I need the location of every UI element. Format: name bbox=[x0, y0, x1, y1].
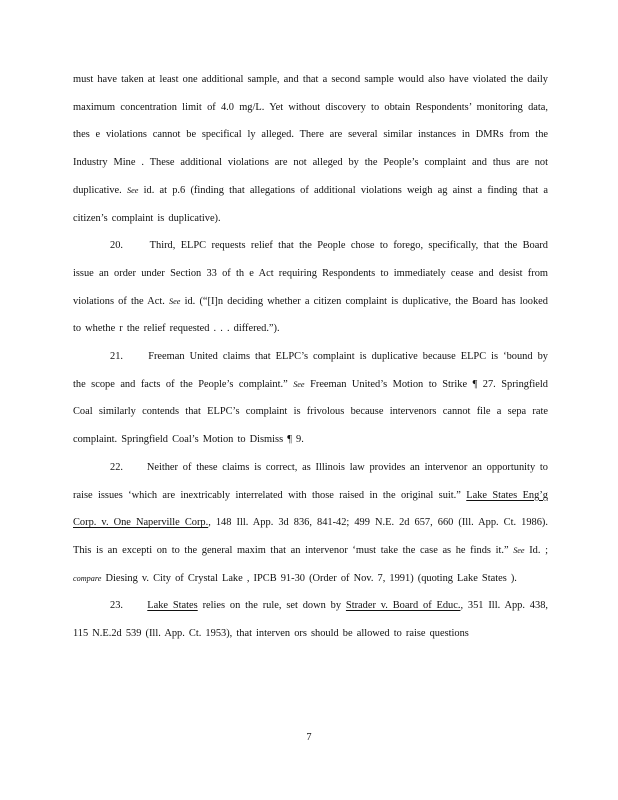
paragraph-continued bbox=[73, 66, 548, 232]
case-citation: Strader v. Board of Educ. bbox=[345, 600, 461, 612]
compare-signal: compare bbox=[73, 573, 102, 583]
paragraph-text: id. at p.6 (finding that allegations of additional violations weigh ag ainst a finding that a citizen’s complaint is duplicative). bbox=[73, 184, 548, 224]
paragraph-text: Diesing v. City of Crystal Lake , IPCB 91-30 (Order of Nov. 7, 1991) (quoting Lake States ). bbox=[105, 572, 517, 584]
paragraph-text: must have taken at least one additional sample, and that a second sample would also have violated the daily maximum concentration limit of 4.0 mg/L. Yet without discovery to obtain Respondents’ monitoring data, thes e violations cannot be specifical ly alleged. There are several similar instances in DMRs from the Industry Mine . These additional violations are not alleged by the People’s complaint and thus are not duplicative. bbox=[73, 74, 548, 196]
paragraph-text: , 148 Ill. App. 3d 836, 841-42; 499 N.E. 2d 657, 660 (Ill. App. Ct. 1986). This is an excepti on to the general maxim that an intervenor ‘must take the case as he finds it.” bbox=[73, 517, 548, 556]
paragraph-text: Freeman United’s Motion to Strike ¶ 27. Springfield Coal similarly contends that ELPC’s complaint is frivolous because intervenors cannot file a sepa rate complaint. Springfield Coal’s Motion to Dismiss ¶ 9. bbox=[73, 378, 548, 446]
paragraph-number: 22. bbox=[110, 461, 123, 473]
see-signal: See bbox=[127, 185, 139, 195]
page-number: 7 bbox=[306, 732, 312, 743]
case-citation: Lake States bbox=[147, 600, 198, 612]
paragraph-text: relies on the rule, set down by bbox=[202, 600, 342, 612]
paragraph-text: Third, ELPC requests relief that the People chose to forego, specifically, that the Board issue an order under Section 33 of th e Act requiring Respondents to immediately cease and desist from violations of the Act. bbox=[73, 240, 548, 307]
paragraph-text: Id. bbox=[529, 544, 541, 556]
see-signal: See bbox=[293, 379, 305, 389]
paragraph-20 bbox=[73, 232, 548, 343]
paragraph-text: Freeman United claims that ELPC’s complaint is duplicative because ELPC is ‘bound by the scope and facts of the People’s complaint.” bbox=[73, 351, 548, 390]
paragraph-text: Neither of these claims is correct, as Illinois law provides an intervenor an opportunity to raise issues ‘which are inextricably interrelated with those raised in the original suit.” bbox=[73, 461, 548, 501]
paragraph-number: 20. bbox=[110, 240, 123, 252]
paragraph-23 bbox=[73, 592, 548, 647]
paragraph-22 bbox=[73, 454, 548, 593]
paragraph-number: 23. bbox=[110, 600, 123, 612]
paragraph-21 bbox=[73, 343, 548, 454]
paragraph-text: , 351 Ill. App. 438, 115 N.E.2d 539 (Ill. App. Ct. 1953), that interven ors should be allowed to raise questions bbox=[73, 600, 548, 640]
see-signal: See bbox=[169, 296, 181, 306]
paragraph-text: ; bbox=[545, 544, 549, 556]
case-citation: Lake States Eng’g Corp. v. One Naperville Corp. bbox=[73, 489, 548, 529]
see-signal: See bbox=[513, 545, 525, 555]
paragraph-number: 21. bbox=[110, 351, 123, 363]
paragraph-text: id. (“[I]n deciding whether a citizen complaint is duplicative, the Board has looked to whethe r the relief requested . . . differed.”). bbox=[73, 295, 548, 335]
